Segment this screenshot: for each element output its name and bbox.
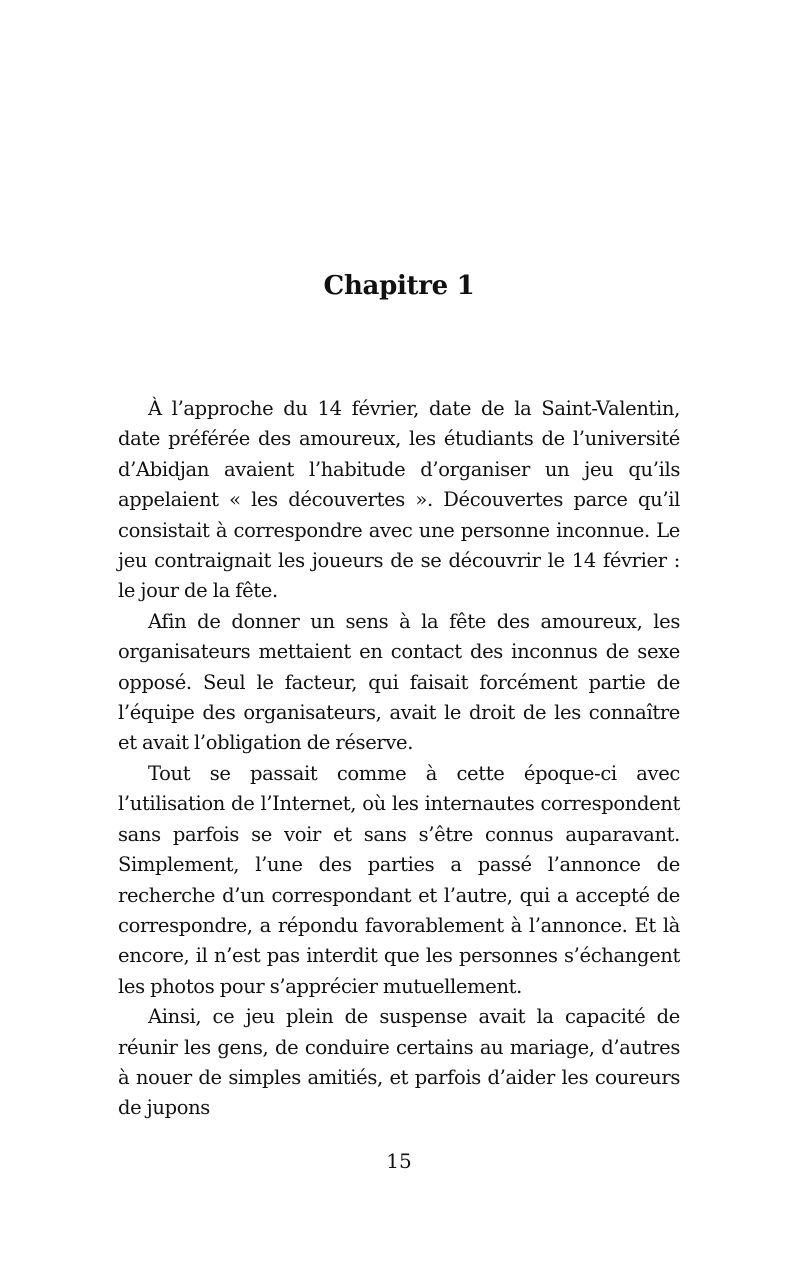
page-number: 15 [386, 1149, 412, 1173]
paragraph-3: Tout se passait comme à cette époque-ci avec l’utilisation de l’Internet, où les internautes correspondent sans parfois se voir et sans s’être connus auparavant. Simplement, l’une des parties a passé l’annonce de recherche d’un correspondant et l’autre, qui a accepté de correspondre, a répondu favorablement à l’annonce. Et là encore, il n’est pas interdit que les personnes s’échangent les photos pour s’apprécier mutuellement. [118, 761, 680, 998]
chapter-title: Chapitre 1 [323, 271, 475, 301]
paragraph-1: À l’approche du 14 février, date de la Saint-Valentin, date préférée des amoureux, les étudiants de l’université d’Abidjan avaient l’habitude d’organiser un jeu qu’ils appelaient « les découvertes ». Découvertes parce qu’il consistait à correspondre avec une personne inconnue. Le jeu contraignait les joueurs de se découvrir le 14 février : le jour de la fête. [118, 397, 680, 603]
chapter-body [118, 394, 680, 1124]
paragraph-2: Afin de donner un sens à la fête des amoureux, les organisateurs mettaient en contact des inconnus de sexe opposé. Seul le facteur, qui faisait forcément partie de l’équipe des organisateurs, avait le droit de les connaître et avait l’obligation de réserve. [118, 609, 680, 755]
paragraph-4: Ainsi, ce jeu plein de suspense avait la capacité de réunir les gens, de conduire certains au mariage, d’autres à nouer de simples amitiés, et parfois d’aider les coureurs de jupons [118, 1005, 680, 1120]
